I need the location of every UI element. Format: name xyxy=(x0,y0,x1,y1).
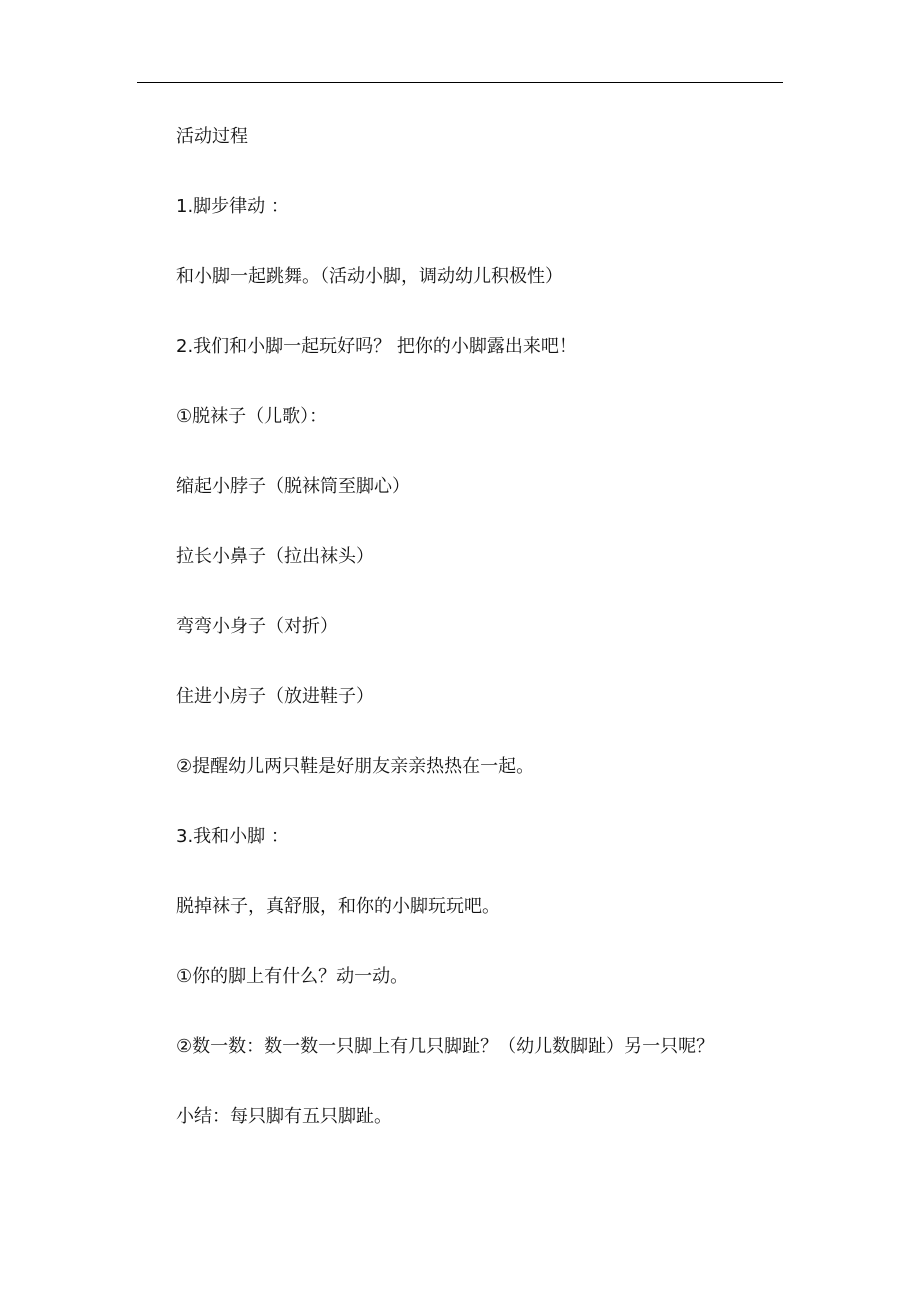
document-body xyxy=(176,121,796,1171)
step-heading: 1.脚步律动 ： xyxy=(176,196,289,217)
header-rule xyxy=(137,82,783,83)
rhyme-line: 弯弯小身子（对折） xyxy=(176,616,338,637)
step-heading: 3.我和小脚 ： xyxy=(176,826,289,847)
sub-item: ②数一数：数一数一只脚上有几只脚趾？（幼儿数脚趾）另一只呢？ xyxy=(176,1036,715,1057)
sub-item: ②提醒幼儿两只鞋是好朋友亲亲热热在一起。 xyxy=(176,756,535,777)
paragraph: 和小脚一起跳舞。（活动小脚，调动幼儿积极性） xyxy=(176,266,563,287)
rhyme-line: 拉长小鼻子（拉出袜头） xyxy=(176,546,374,567)
step-heading: 2.我们和小脚一起玩好吗？ 把你的小脚露出来吧！ xyxy=(176,336,577,357)
section-heading: 活动过程 xyxy=(176,126,248,147)
paragraph: 脱掉袜子，真舒服，和你的小脚玩玩吧。 xyxy=(176,896,500,917)
summary: 小结：每只脚有五只脚趾。 xyxy=(176,1106,392,1127)
sub-item: ①脱袜子（儿歌）： xyxy=(176,406,328,427)
rhyme-line: 住进小房子（放进鞋子） xyxy=(176,686,374,707)
sub-item: ①你的脚上有什么？动一动。 xyxy=(176,966,409,987)
rhyme-line: 缩起小脖子（脱袜筒至脚心） xyxy=(176,476,410,497)
